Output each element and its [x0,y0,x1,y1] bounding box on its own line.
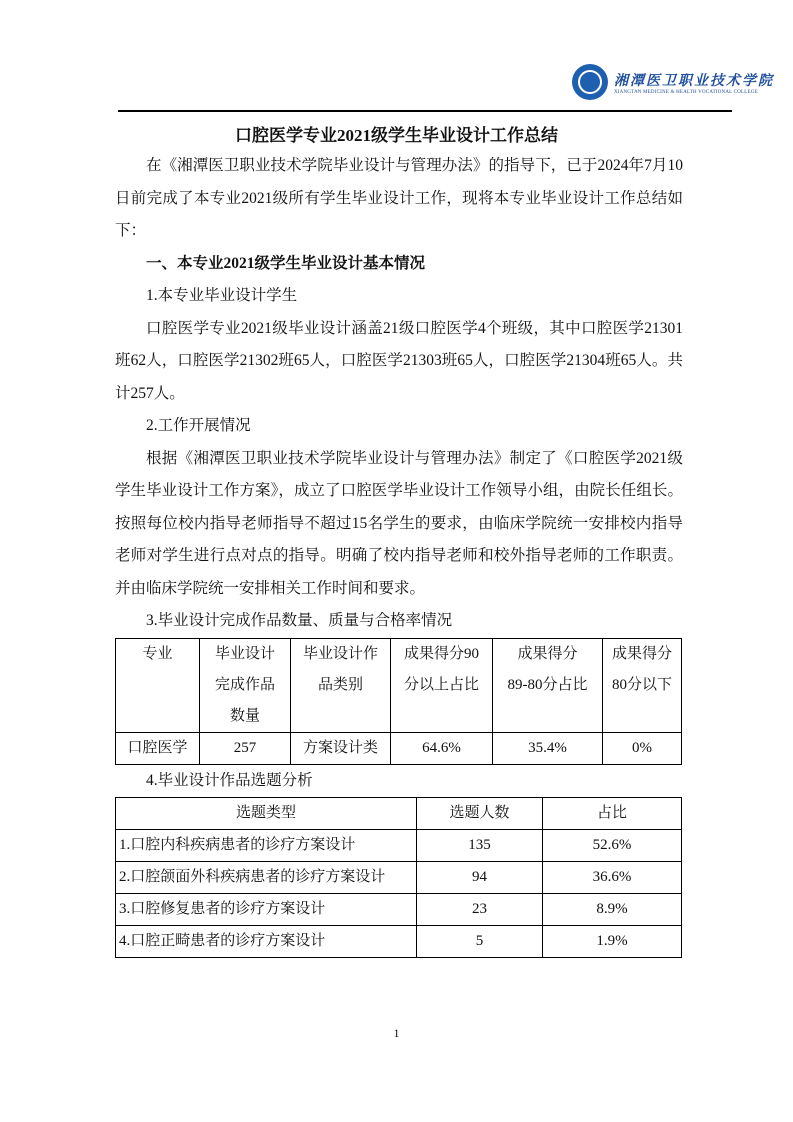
header-line: 成果得分90 [403,645,479,662]
header-cell [116,638,200,732]
header-line: 专业 [142,645,173,662]
table-row [116,862,682,894]
subheading-work: 2.工作开展情况 [146,417,251,434]
subheading-students: 1.本专业毕业设计学生 [146,287,298,304]
table-cell: 2.口腔颌面外科疾病患者的诊疗方案设计 [116,862,417,894]
table-row [116,894,682,926]
document-title: 口腔医学专业2021级学生毕业设计工作总结 [235,126,558,145]
table-row [116,732,682,764]
header-line: 毕业设计 [214,645,275,662]
students-paragraph: 口腔医学专业2021级毕业设计涵盖21级口腔医学4个班级，其中口腔医学21301班62人，口腔医学21302班65人，口腔医学21303班65人，口腔医学21304班65人。共计257人。 [115,319,683,402]
topics-table [115,797,682,958]
header-line: 89-80分占比 [507,676,588,693]
table-cell: 3.口腔修复患者的诊疗方案设计 [116,894,417,926]
header-line: 品类别 [317,676,363,693]
work-paragraph: 根据《湘潭医卫职业技术学院毕业设计与管理办法》制定了《口腔医学2021级学生毕业设计工作方案》，成立了口腔医学毕业设计工作领导小组，由院长任组长。按照每位校内指导老师指导不超过15名学生的要求，由临床学院统一安排校内指导老师对学生进行点对点的指导。明确了校内指导老师和校外指导老师的工作职责。并由临床学院统一安排相关工作时间和要求。 [115,449,683,597]
header-line: 80分以下 [611,676,672,693]
table-cell: 8.9% [543,894,682,926]
table-cell: 135 [417,830,543,862]
subheading-topics: 4.毕业设计作品选题分析 [146,771,313,789]
table-cell: 口腔医学 [116,732,200,764]
header-cell [603,638,682,732]
college-logo [572,64,774,100]
college-seal-icon [572,64,608,100]
header-cell [391,638,493,732]
header-cell [493,638,603,732]
table-row [116,926,682,958]
table-header-row [116,638,682,732]
table-cell: 35.4% [493,732,603,764]
table-cell: 4.口腔正畸患者的诊疗方案设计 [116,926,417,958]
table-cell: 23 [417,894,543,926]
header-rule [118,110,732,112]
header-line: 成果得分 [611,645,672,662]
logo-name-cn: 湘潭医卫职业技术学院 [614,73,774,89]
table-cell: 5 [417,926,543,958]
header-line: 毕业设计作 [302,645,378,662]
quality-table [115,638,682,765]
table-row [116,830,682,862]
table-cell: 52.6% [543,830,682,862]
header-line: 数量 [229,707,260,724]
table-header-row [116,798,682,830]
header-line: 成果得分 [517,645,578,662]
table-cell: 1.9% [543,926,682,958]
table-cell: 64.6% [391,732,493,764]
header-line: 完成作品 [214,676,275,693]
table-cell: 0% [603,732,682,764]
table-cell: 1.口腔内科疾病患者的诊疗方案设计 [116,830,417,862]
document-body [115,150,683,958]
logo-name-en: XIANGTAN MEDICINE & HEALTH VOCATIONAL COLLEGE [614,89,758,95]
header-cell: 选题类型 [116,798,417,830]
page-number: 1 [393,1026,400,1040]
header-cell [291,638,391,732]
header-cell [200,638,291,732]
table-cell: 36.6% [543,862,682,894]
table-cell: 257 [200,732,291,764]
table-cell: 方案设计类 [291,732,391,764]
intro-paragraph: 在《湘潭医卫职业技术学院毕业设计与管理办法》的指导下，已于2024年7月10日前完成了本专业2021级所有学生毕业设计工作，现将本专业毕业设计工作总结如下： [115,157,683,239]
subheading-quality: 3.毕业设计完成作品数量、质量与合格率情况 [146,612,453,629]
header-cell: 选题人数 [417,798,543,830]
header-line: 分以上占比 [403,676,479,693]
section-heading: 一、本专业2021级学生毕业设计基本情况 [146,254,426,272]
table-cell: 94 [417,862,543,894]
header-cell: 占比 [543,798,682,830]
